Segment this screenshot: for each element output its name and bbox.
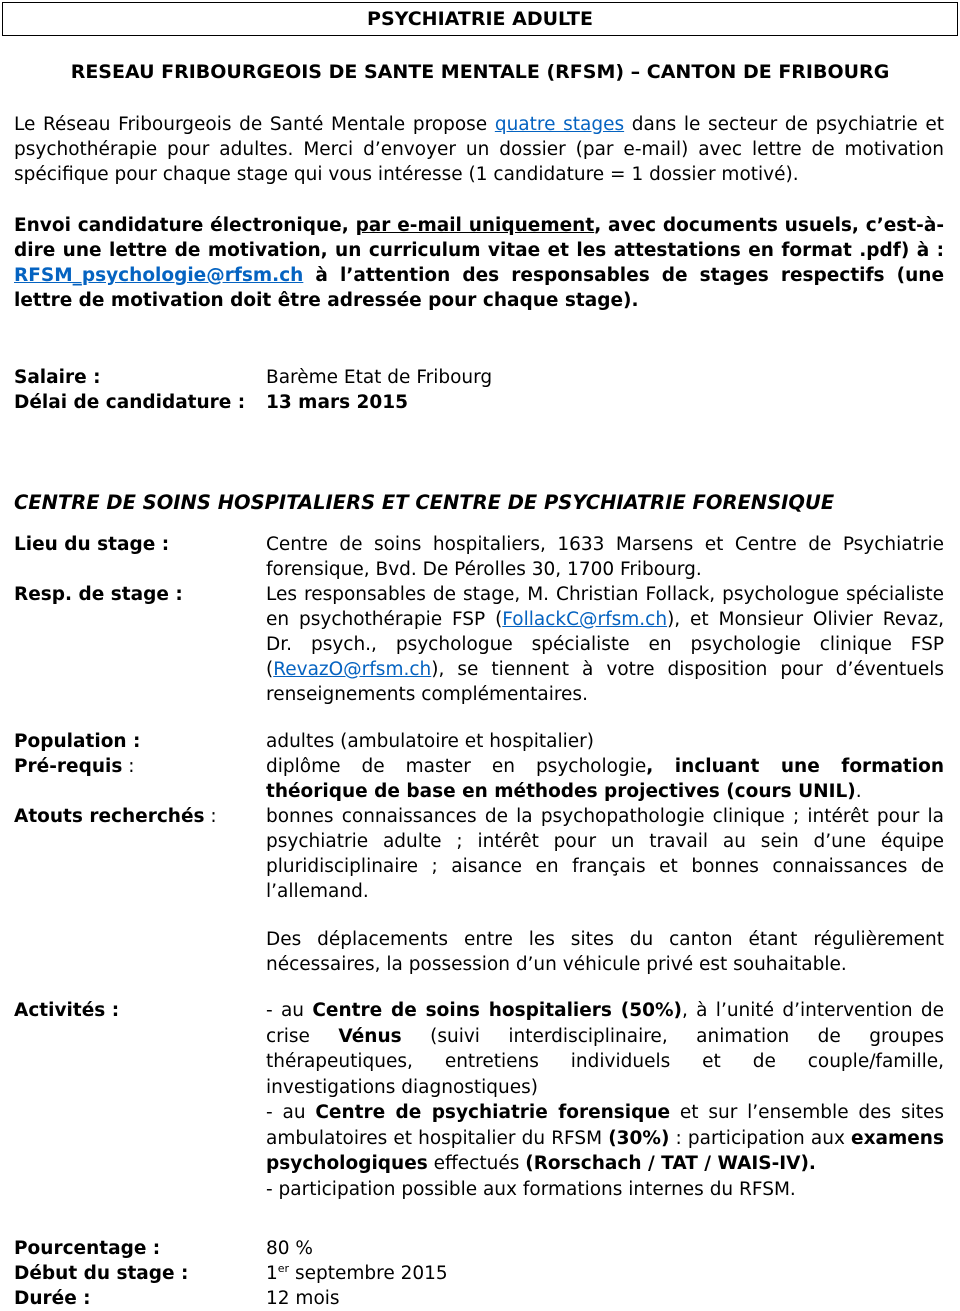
population-label: Population : [14,731,141,752]
application-text-3: à l’attention des responsables de stages respectifs (une lettre de motivation doit être adressée pour chaque stage). [14,265,944,311]
a1-venus: Vénus [338,1025,402,1047]
application-text: Envoi candidature électronique, [14,215,356,236]
intro-paragraph [14,112,944,187]
debut-day: 1 [266,1263,278,1284]
section-title: CENTRE DE SOINS HOSPITALIERS ET CENTRE DE PSYCHIATRIE FORENSIQUE [14,491,835,514]
email-only-text: par e-mail uniquement [355,215,595,236]
activites-value [266,998,944,1202]
a2-text-2: : participation aux [669,1127,852,1149]
lieu-label: Lieu du stage : [14,534,170,555]
duree-value: 12 mois [266,1288,340,1309]
a1-text: , à l’unité d’intervention de crise [266,1000,944,1047]
a2-tests: (Rorschach / TAT / WAIS-IV). [525,1153,816,1174]
quatre-stages-link[interactable]: quatre stages [494,114,625,135]
a2-bold: Centre de psychiatrie forensique [315,1102,671,1123]
deadline-value: 13 mars 2015 [266,392,409,413]
a2-text-3: effectués [427,1153,526,1174]
activite-1 [266,1000,944,1098]
resp-text-2: ), et Monsieur Olivier Revaz, Dr. psych., psychologue spécialiste en psychologie clinique FSP ( [266,609,944,680]
resp-value [266,582,944,707]
a2-percent: (30%) [608,1127,670,1149]
deplacements-value: Des déplacements entre les sites du canton étant régulièrement nécessaires, la possession d’un véhicule privé est souhaitable. [266,929,944,975]
debut-value [266,1261,944,1286]
atouts-label-colon: : [204,806,217,827]
rfsm-email-link[interactable]: RFSM_psychologie@rfsm.ch [14,265,304,286]
activite-3: - participation possible aux formations internes du RFSM. [266,1178,796,1200]
debut-sup: er [277,1261,290,1275]
resp-text: Les responsables de stage, M. Christian Follack, psychologue spécialiste en psychothérapie FSP ( [266,584,944,630]
salary-label: Salaire : [14,367,101,388]
subtitle: RESEAU FRIBOURGEOIS DE SANTE MENTALE (RFSM) – CANTON DE FRIBOURG [70,61,890,83]
application-text-2: , avec documents usuels, c’est-à-dire une lettre de motivation, un curriculum vitae et les attestations en format .pdf) à : [14,215,944,261]
atouts-value: bonnes connaissances de la psychopathologie clinique ; intérêt pour la psychiatrie adulte ; intérêt pour un travail au sein d’une équipe pluridisciplinaire ; aisance en français et bonnes connaissances de l’allemand. [266,806,944,902]
lieu-value: Centre de soins hospitaliers, 1633 Marsens et Centre de Psychiatrie forensique, Bvd. De Pérolles 30, 1700 Fribourg. [266,534,944,580]
application-paragraph [14,213,944,313]
prerequis-bold-text: , incluant une formation théorique de base en méthodes projectives (cours UNIL) [266,756,944,802]
deadline-label: Délai de candidature : [14,392,246,413]
pourcentage-label: Pourcentage : [14,1238,161,1259]
a2-text: et sur l’ensemble des sites ambulatoires et hospitalier du RFSM [266,1102,944,1149]
a1-prefix: - au [266,1000,313,1021]
duree-label: Durée : [14,1288,91,1309]
prerequis-label-text: Pré-requis [14,756,123,777]
prerequis-label-colon: : [122,756,135,777]
page-title: PSYCHIATRIE ADULTE [2,2,958,36]
intro-text: Le Réseau Fribourgeois de Santé Mentale propose [14,114,495,135]
a2-exams: examens psychologiques [266,1127,944,1174]
prerequis-value [266,754,944,804]
salary-value: Barème Etat de Fribourg [266,367,493,388]
prerequis-end: . [855,781,862,802]
atouts-label [14,804,217,829]
resp-text-3: ), se tiennent à votre disposition pour d’éventuels renseignements complémentaires. [266,659,944,705]
population-value: adultes (ambulatoire et hospitalier) [266,731,594,752]
prerequis-label [14,754,134,779]
prerequis-text: diplôme de master en psychologie [266,756,647,777]
revaz-email-link[interactable]: RevazO@rfsm.ch [273,659,432,680]
follack-email-link[interactable]: FollackC@rfsm.ch [502,609,668,630]
a1-text-2: (suivi interdisciplinaire, animation de groupes thérapeutiques, entretiens individuels et de couple/famille, investigations diagnostiques) [266,1025,944,1098]
a1-bold: Centre de soins hospitaliers (50%) [312,1000,682,1021]
activite-2 [266,1102,944,1174]
debut-month: septembre 2015 [289,1263,448,1284]
intro-text-rest: dans le secteur de psychiatrie et psychothérapie pour adultes. Merci d’envoyer un dossier (par e-mail) avec lettre de motivation spécifique pour chaque stage qui vous intéresse (1 candidature = 1 dossier motivé). [14,114,944,185]
a2-prefix: - au [266,1102,316,1123]
activites-label: Activités : [14,1000,120,1021]
resp-label: Resp. de stage : [14,584,183,605]
debut-label: Début du stage : [14,1263,189,1284]
pourcentage-value: 80 % [266,1238,313,1259]
atouts-label-text: Atouts recherchés [14,806,205,827]
